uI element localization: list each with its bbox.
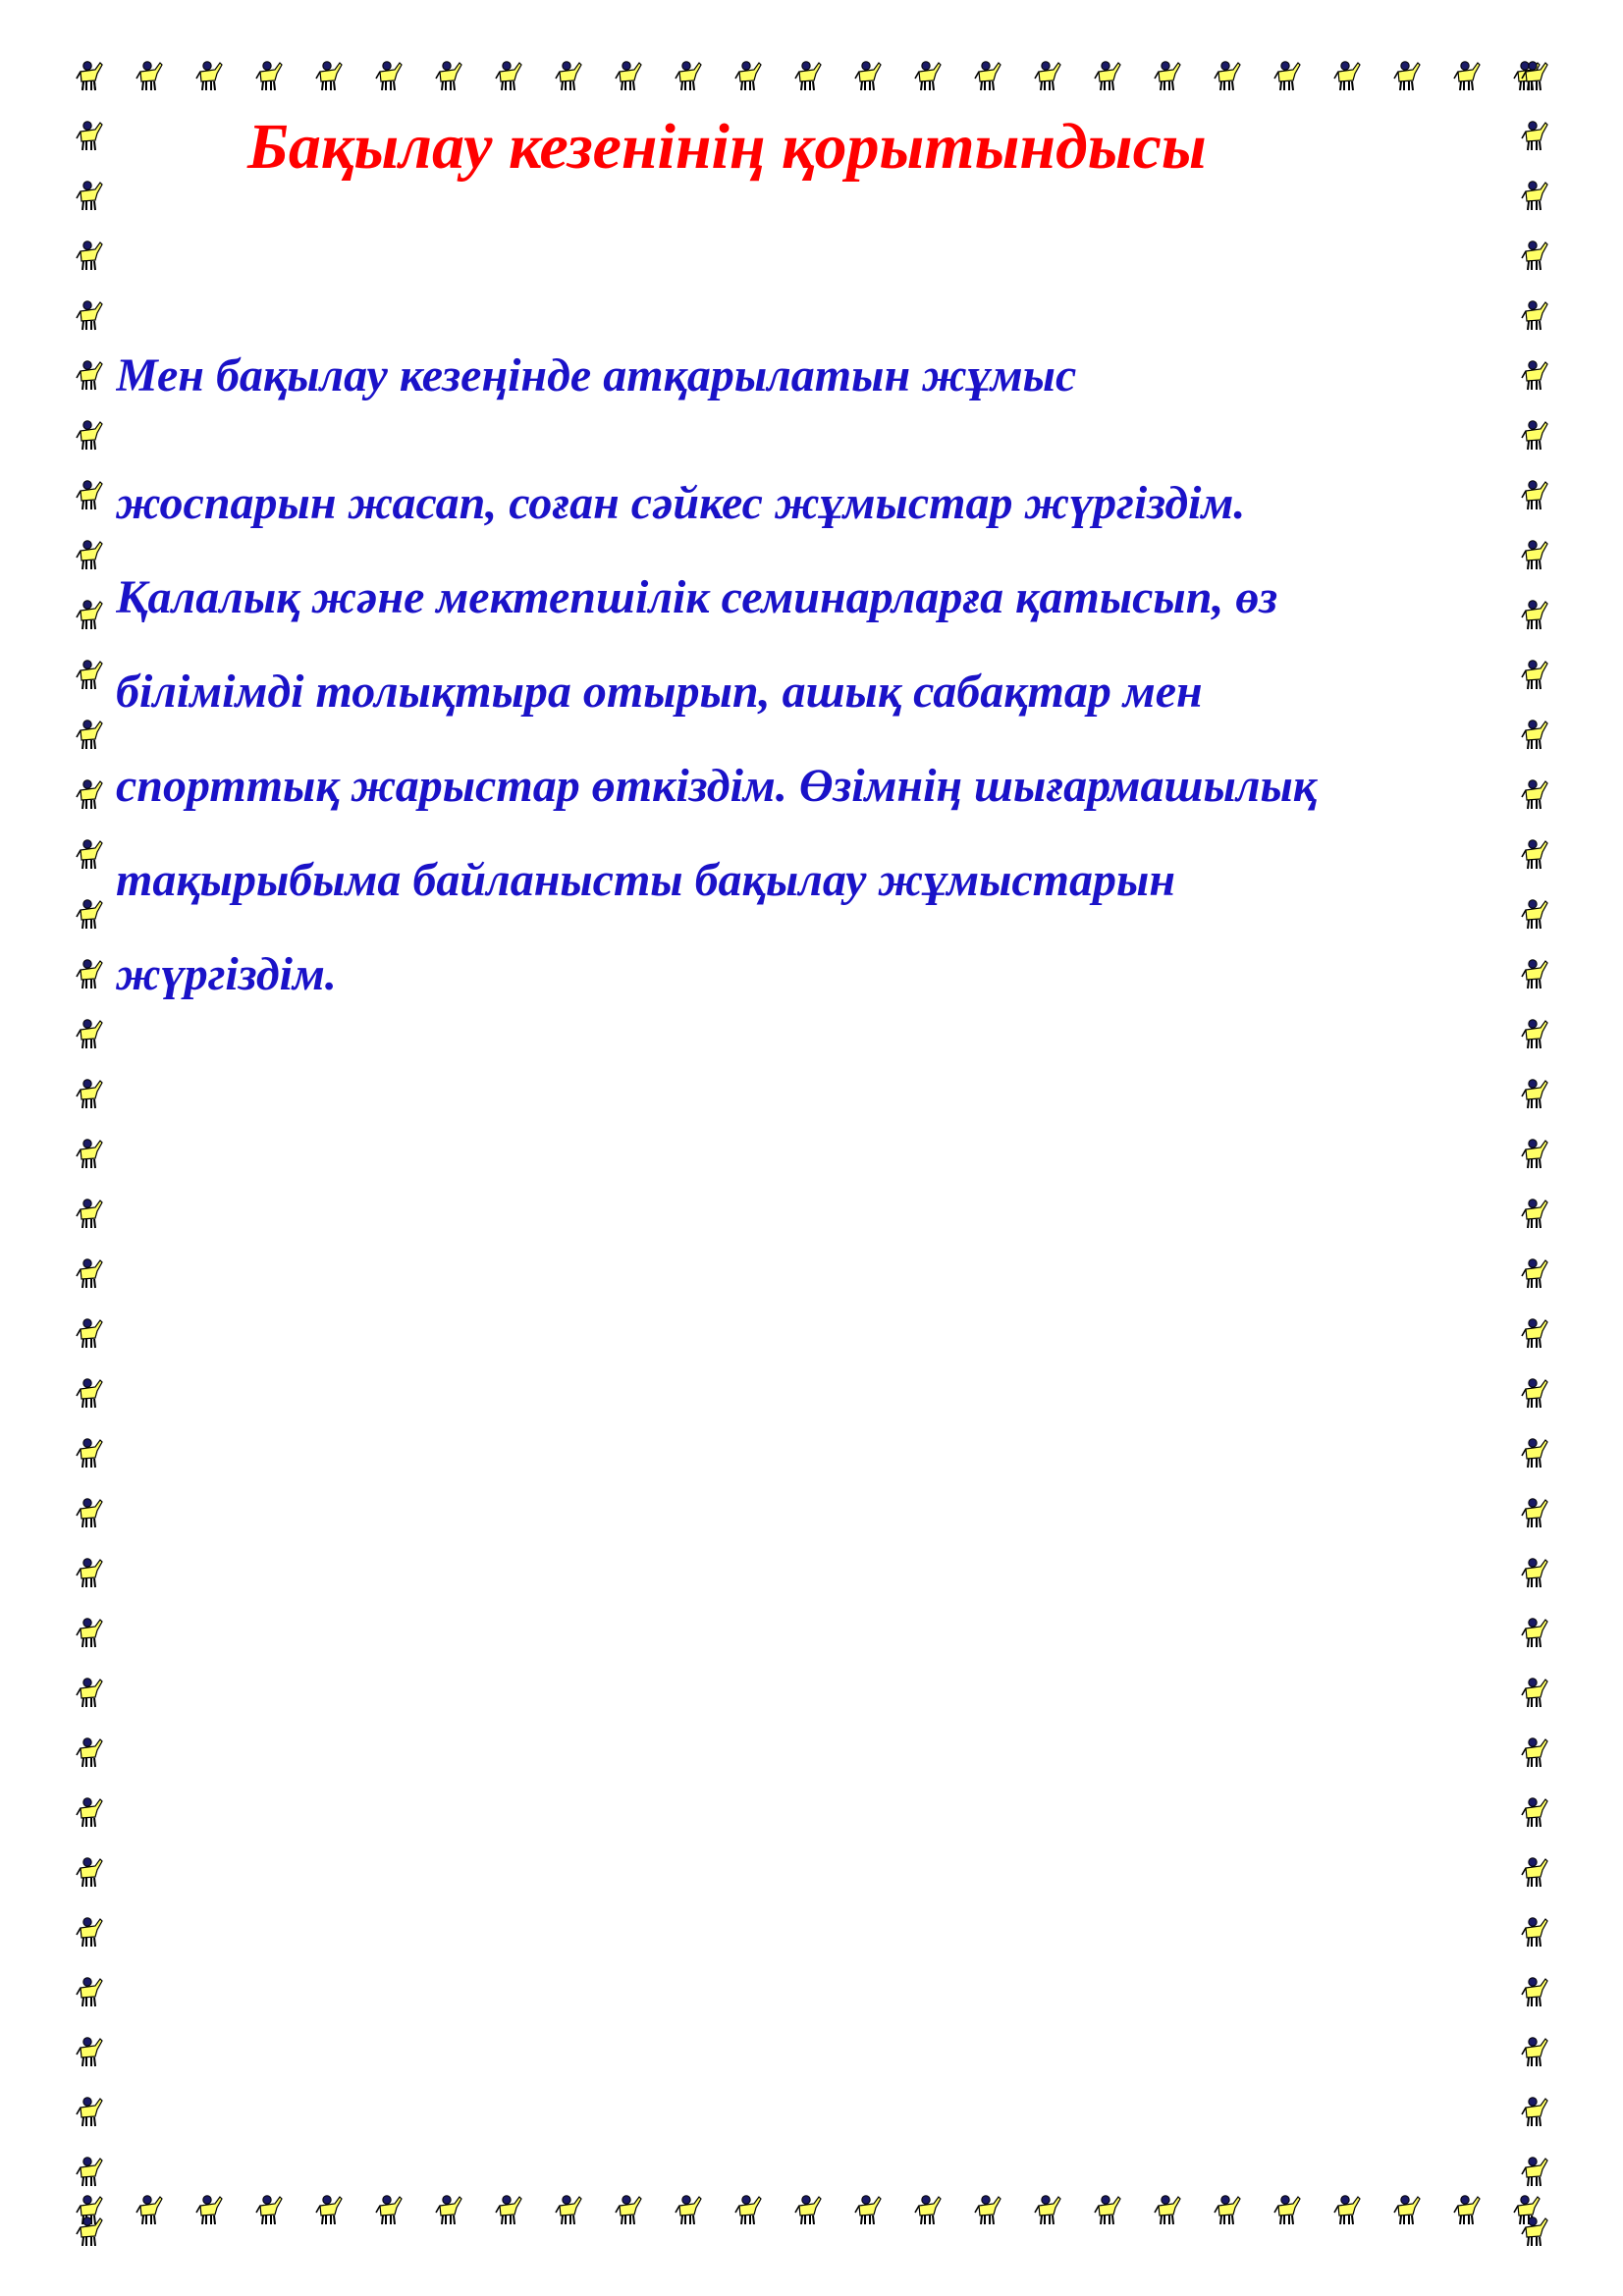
little-man-icon: [376, 2196, 402, 2224]
little-man-icon: [77, 2038, 102, 2066]
little-man-icon: [1522, 780, 1547, 809]
little-man-icon: [1522, 182, 1547, 210]
little-man-icon: [1522, 301, 1547, 330]
little-man-icon: [1522, 1978, 1547, 2006]
little-man-icon: [735, 2196, 761, 2224]
little-man-icon: [1522, 1798, 1547, 1827]
little-man-icon: [77, 900, 102, 929]
little-man-icon: [1522, 1140, 1547, 1168]
little-man-icon: [735, 62, 761, 90]
little-man-icon: [77, 1020, 102, 1048]
little-man-icon: [1334, 62, 1360, 90]
little-man-icon: [1155, 62, 1180, 90]
little-man-icon: [1522, 840, 1547, 869]
little-man-icon: [795, 62, 821, 90]
little-man-icon: [1522, 1379, 1547, 1408]
little-man-icon: [77, 661, 102, 689]
little-man-icon: [676, 62, 701, 90]
little-man-icon: [1522, 1319, 1547, 1348]
little-man-icon: [795, 2196, 821, 2224]
little-man-icon: [77, 1140, 102, 1168]
little-man-icon: [1522, 1259, 1547, 1288]
little-man-icon: [77, 840, 102, 869]
little-man-icon: [1522, 601, 1547, 629]
little-man-icon: [316, 62, 342, 90]
little-man-icon: [77, 1978, 102, 2006]
little-man-icon: [496, 2196, 521, 2224]
little-man-icon: [256, 62, 282, 90]
little-man-icon: [77, 1559, 102, 1587]
little-man-icon: [1522, 541, 1547, 569]
little-man-icon: [77, 421, 102, 450]
little-man-icon: [1035, 2196, 1060, 2224]
little-man-icon: [556, 2196, 581, 2224]
little-man-icon: [196, 62, 222, 90]
little-man-icon: [77, 1619, 102, 1647]
little-man-icon: [77, 541, 102, 569]
little-man-icon: [77, 1080, 102, 1108]
little-man-icon: [316, 2196, 342, 2224]
body-paragraph: [116, 329, 1520, 1022]
little-man-icon: [77, 1918, 102, 1947]
little-man-icon: [1454, 2196, 1480, 2224]
little-man-icon: [77, 1379, 102, 1408]
little-man-icon: [1522, 1080, 1547, 1108]
little-man-icon: [1522, 1679, 1547, 1707]
little-man-icon: [1522, 421, 1547, 450]
little-man-icon: [1522, 900, 1547, 929]
little-man-icon: [676, 2196, 701, 2224]
little-man-icon: [975, 62, 1001, 90]
little-man-icon: [77, 2098, 102, 2126]
little-man-icon: [1215, 2196, 1240, 2224]
little-man-icon: [1334, 2196, 1360, 2224]
little-man-icon: [1095, 62, 1120, 90]
little-man-icon: [1522, 1200, 1547, 1228]
little-man-icon: [196, 2196, 222, 2224]
little-man-icon: [256, 2196, 282, 2224]
little-man-icon: [77, 1798, 102, 1827]
little-man-icon: [136, 62, 162, 90]
little-man-icon: [77, 62, 102, 90]
page-border-left: [75, 61, 104, 2246]
little-man-icon: [1522, 1439, 1547, 1468]
little-man-icon: [77, 301, 102, 330]
little-man-icon: [1522, 361, 1547, 390]
little-man-icon: [1522, 2098, 1547, 2126]
little-man-icon: [1522, 1020, 1547, 1048]
little-man-icon: [1522, 62, 1547, 90]
little-man-icon: [77, 1259, 102, 1288]
little-man-icon: [77, 1858, 102, 1887]
little-man-icon: [616, 62, 641, 90]
little-man-icon: [1522, 2158, 1547, 2186]
body-line: Мен бақылау кезеңінде атқарылатын жұмыс: [116, 349, 1077, 401]
little-man-icon: [77, 721, 102, 749]
page-border-bottom: [75, 2195, 1542, 2224]
little-man-icon: [1155, 2196, 1180, 2224]
page-content: [116, 108, 1520, 2169]
little-man-icon: [436, 2196, 461, 2224]
little-man-icon: [1394, 2196, 1420, 2224]
little-man-icon: [77, 780, 102, 809]
little-man-icon: [556, 62, 581, 90]
body-line: Қалалық және мектепшілік семинарларға қатысып, өз: [116, 571, 1278, 623]
little-man-icon: [1522, 2217, 1547, 2246]
little-man-icon: [1522, 1918, 1547, 1947]
little-man-icon: [77, 601, 102, 629]
little-man-icon: [1522, 2038, 1547, 2066]
little-man-icon: [1522, 1858, 1547, 1887]
page-title: Бақылау кезенінің қорытындысы: [247, 111, 1207, 183]
little-man-icon: [77, 1738, 102, 1767]
little-man-icon: [77, 361, 102, 390]
little-man-icon: [1522, 1499, 1547, 1527]
little-man-icon: [77, 1200, 102, 1228]
little-man-icon: [77, 182, 102, 210]
little-man-icon: [1522, 1559, 1547, 1587]
little-man-icon: [1274, 62, 1300, 90]
little-man-icon: [1035, 62, 1060, 90]
page-border-right: [1520, 61, 1549, 2246]
little-man-icon: [1522, 481, 1547, 509]
little-man-icon: [855, 62, 881, 90]
little-man-icon: [1522, 960, 1547, 988]
little-man-icon: [1454, 62, 1480, 90]
body-line: тақырыбыма байланысты бақылау жұмыстарын: [116, 854, 1175, 906]
little-man-icon: [1274, 2196, 1300, 2224]
little-man-icon: [136, 2196, 162, 2224]
little-man-icon: [77, 122, 102, 150]
little-man-icon: [77, 2158, 102, 2186]
little-man-icon: [77, 1679, 102, 1707]
little-man-icon: [1522, 661, 1547, 689]
body-line: жоспарын жасап, соған сәйкес жұмыстар жүргіздім.: [116, 477, 1246, 529]
little-man-icon: [436, 62, 461, 90]
little-man-icon: [616, 2196, 641, 2224]
little-man-icon: [1522, 1738, 1547, 1767]
little-man-icon: [77, 960, 102, 988]
little-man-icon: [376, 62, 402, 90]
little-man-icon: [77, 481, 102, 509]
body-line: спорттық жарыстар өткіздім. Өзімнің шығармашылық: [116, 760, 1318, 812]
little-man-icon: [855, 2196, 881, 2224]
body-line: білімімді толықтыра отырып, ашық сабақтар мен: [116, 666, 1203, 718]
little-man-icon: [77, 2217, 102, 2246]
little-man-icon: [1215, 62, 1240, 90]
little-man-icon: [1522, 241, 1547, 270]
little-man-icon: [1522, 122, 1547, 150]
little-man-icon: [915, 2196, 941, 2224]
body-line: жүргіздім.: [116, 948, 337, 1000]
little-man-icon: [1522, 1619, 1547, 1647]
little-man-icon: [496, 62, 521, 90]
little-man-icon: [1095, 2196, 1120, 2224]
little-man-icon: [77, 241, 102, 270]
little-man-icon: [915, 62, 941, 90]
little-man-icon: [77, 1319, 102, 1348]
little-man-icon: [77, 1439, 102, 1468]
little-man-icon: [77, 1499, 102, 1527]
page-border-top: [75, 61, 1542, 90]
little-man-icon: [1522, 721, 1547, 749]
little-man-icon: [975, 2196, 1001, 2224]
little-man-icon: [1394, 62, 1420, 90]
